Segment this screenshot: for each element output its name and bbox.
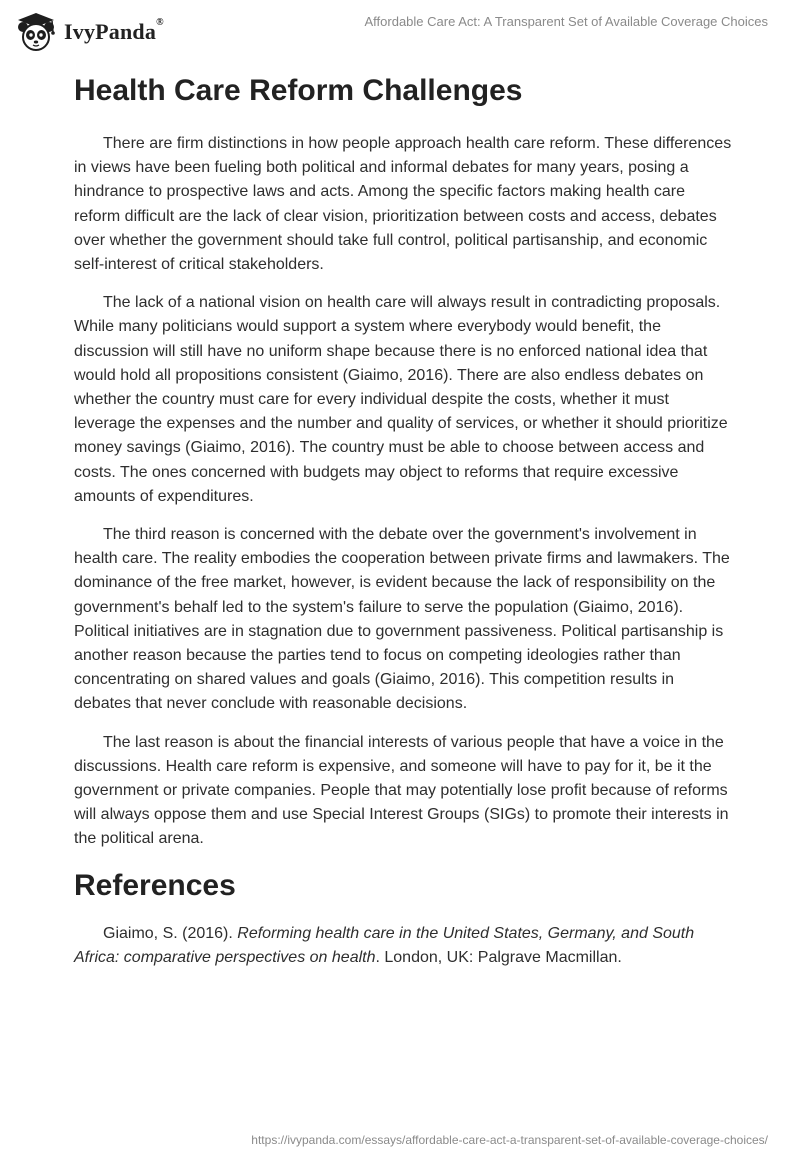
trademark: ® bbox=[156, 17, 164, 28]
paragraph: The lack of a national vision on health care will always result in contradicting proposals. While many politicians would support a system where everybody would benefit, the discussion will still have no uniform shape because there is no enforced national idea that would hold all propositions consistent (Giaimo, 2016). There are also endless debates on whether the country must care for every individual despite the costs, whether it must leverage the expenses and the number and quality of services, or whether it should prioritize money savings (Giaimo, 2016). The country must be able to choose between access and costs. The ones concerned with budgets may object to reforms that require excessive amounts of expenditures. bbox=[74, 294, 728, 505]
paragraph: The third reason is concerned with the debate over the government's involvement in health care. The reality embodies the cooperation between private firms and lawmakers. The dominance of the free market, however, is evident because the lack of responsibility on the government's behalf led to the system's failure to serve the population (Giaimo, 2016). Political initiatives are in stagnation due to government passiveness. Political partisanship is another reason because the parties tend to focus on competing ideologies rather than concentrating on shared values and goals (Giaimo, 2016). This competition results in debates that never conclude with reasonable decisions. bbox=[74, 526, 730, 713]
document-title: Affordable Care Act: A Transparent Set of Available Coverage Choices bbox=[364, 14, 768, 29]
references-heading: References bbox=[74, 868, 236, 902]
panda-logo-icon bbox=[14, 10, 58, 54]
paragraph: There are firm distinctions in how people approach health care reform. These differences in views have been fueling both political and informal debates for many years, posing a hindrance to prospective laws and acts. Among the specific factors making health care reform difficult are the lack of clear vision, prioritization between costs and access, debates over whether the government should take full control, political partisanship, and economic self-interest of critical stakeholders. bbox=[74, 135, 732, 274]
paragraph: The last reason is about the financial interests of various people that have a voice in the discussions. Health care reform is expensive, and someone will have to pay for it, be it the government or private companies. People that may potentially lose profit because of reforms will always oppose them and use Special Interest Groups (SIGs) to promote their interests in the political arena. bbox=[74, 733, 729, 848]
article bbox=[74, 70, 734, 970]
reference-author: Giaimo, S. (2016). bbox=[103, 924, 238, 942]
article-heading: Health Care Reform Challenges bbox=[74, 74, 523, 107]
source-url[interactable]: https://ivypanda.com/essays/affordable-care-act-a-transparent-set-of-available-coverage-choices/ bbox=[251, 1133, 768, 1147]
reference-title: Reforming health care in the United States, Germany, and South Africa: comparative perspectives on health bbox=[74, 924, 695, 966]
page-header bbox=[0, 0, 800, 64]
reference-item bbox=[74, 922, 734, 970]
brand-name: IvyPanda® bbox=[64, 17, 164, 44]
logo[interactable] bbox=[14, 10, 164, 54]
reference-publisher: . London, UK: Palgrave Macmillan. bbox=[375, 948, 622, 966]
